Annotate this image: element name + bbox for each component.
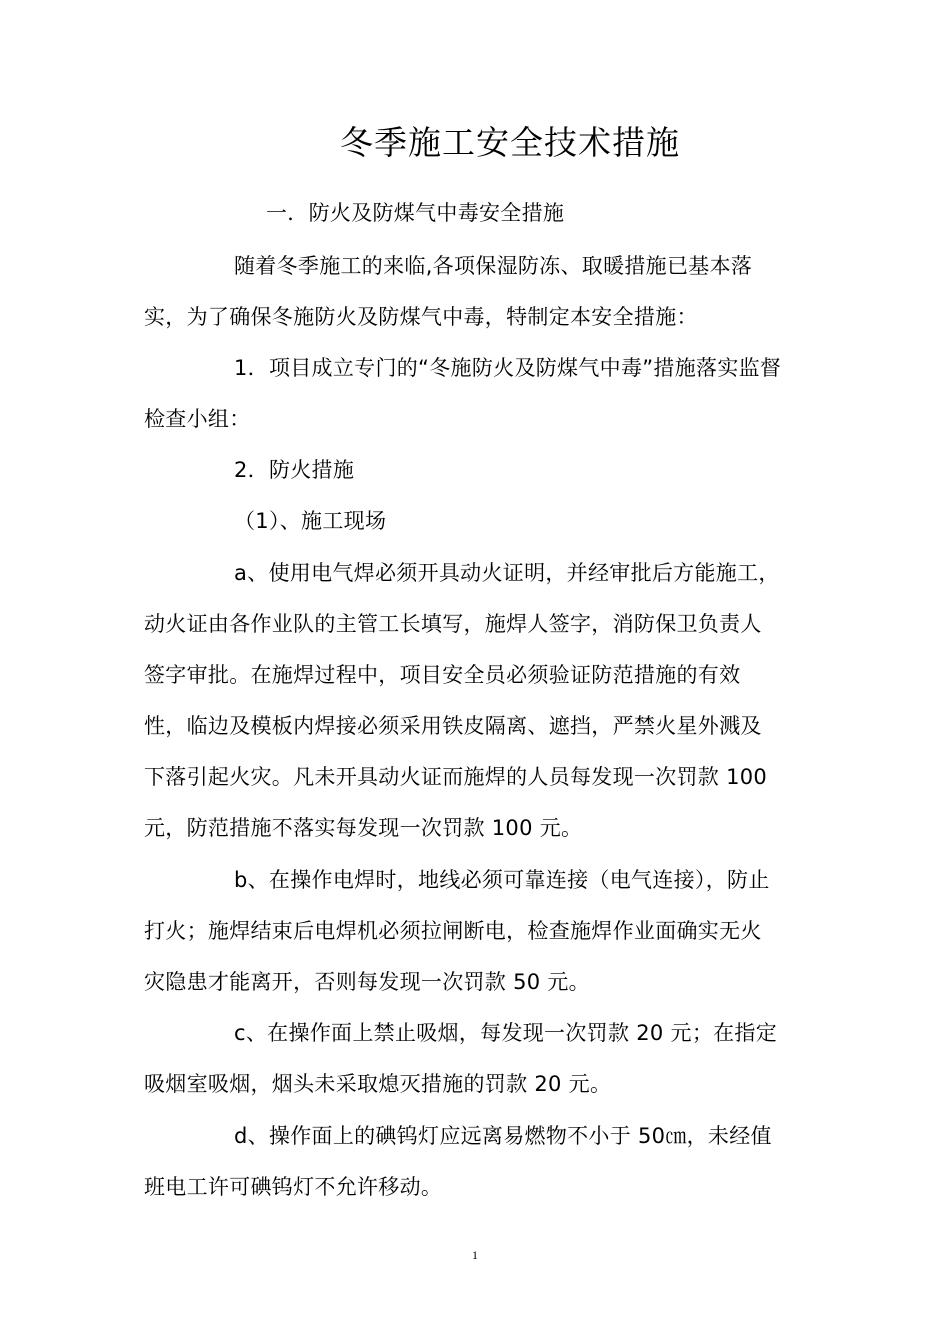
paragraph-line: 实，为了确保冬施防火及防煤气中毒，特制定本安全措施： bbox=[144, 305, 698, 329]
paragraph-line: d、操作面上的碘钨灯应远离易燃物不小于 50㎝，未经值 bbox=[234, 1124, 772, 1148]
paragraph-line: 性，临边及模板内焊接必须采用铁皮隔离、遮挡，严禁火星外溅及 bbox=[144, 714, 762, 738]
paragraph-line: c、在操作面上禁止吸烟，每发现一次罚款 20 元；在指定 bbox=[234, 1021, 778, 1045]
page-number: 1 bbox=[472, 1248, 478, 1262]
section-heading: 一．防火及防煤气中毒安全措施 bbox=[266, 201, 565, 225]
paragraph-line: 随着冬季施工的来临,各项保湿防冻、取暖措施已基本落 bbox=[234, 254, 753, 278]
paragraph-line: b、在操作电焊时，地线必须可靠连接（电气连接），防止 bbox=[234, 868, 770, 892]
paragraph-line: a、使用电气焊必须开具动火证明，并经审批后方能施工， bbox=[234, 561, 780, 585]
paragraph-line: 下落引起火灾。凡未开具动火证而施焊的人员每发现一次罚款 100 bbox=[144, 765, 768, 789]
paragraph-line: 班电工许可碘钨灯不允许移动。 bbox=[144, 1175, 443, 1199]
paragraph-line: 1．项目成立专门的“冬施防火及防煤气中毒”措施落实监督 bbox=[234, 356, 782, 380]
paragraph-line: 灾隐患才能离开，否则每发现一次罚款 50 元。 bbox=[144, 970, 590, 994]
document-title: 冬季施工安全技术措施 bbox=[340, 123, 680, 162]
paragraph-line: 检查小组： bbox=[144, 407, 251, 431]
paragraph-line: 签字审批。在施焊过程中，项目安全员必须验证防范措施的有效 bbox=[144, 663, 741, 687]
paragraph-line: 吸烟室吸烟，烟头未采取熄灭措施的罚款 20 元。 bbox=[144, 1072, 612, 1096]
paragraph-line: 元，防范措施不落实每发现一次罚款 100 元。 bbox=[144, 816, 583, 840]
subsection-heading: （1）、施工现场 bbox=[234, 509, 387, 533]
subsection-heading: 2．防火措施 bbox=[234, 458, 355, 482]
paragraph-line: 动火证由各作业队的主管工长填写，施焊人签字，消防保卫负责人 bbox=[144, 612, 762, 636]
paragraph-line: 打火；施焊结束后电焊机必须拉闸断电，检查施焊作业面确实无火 bbox=[144, 919, 762, 943]
